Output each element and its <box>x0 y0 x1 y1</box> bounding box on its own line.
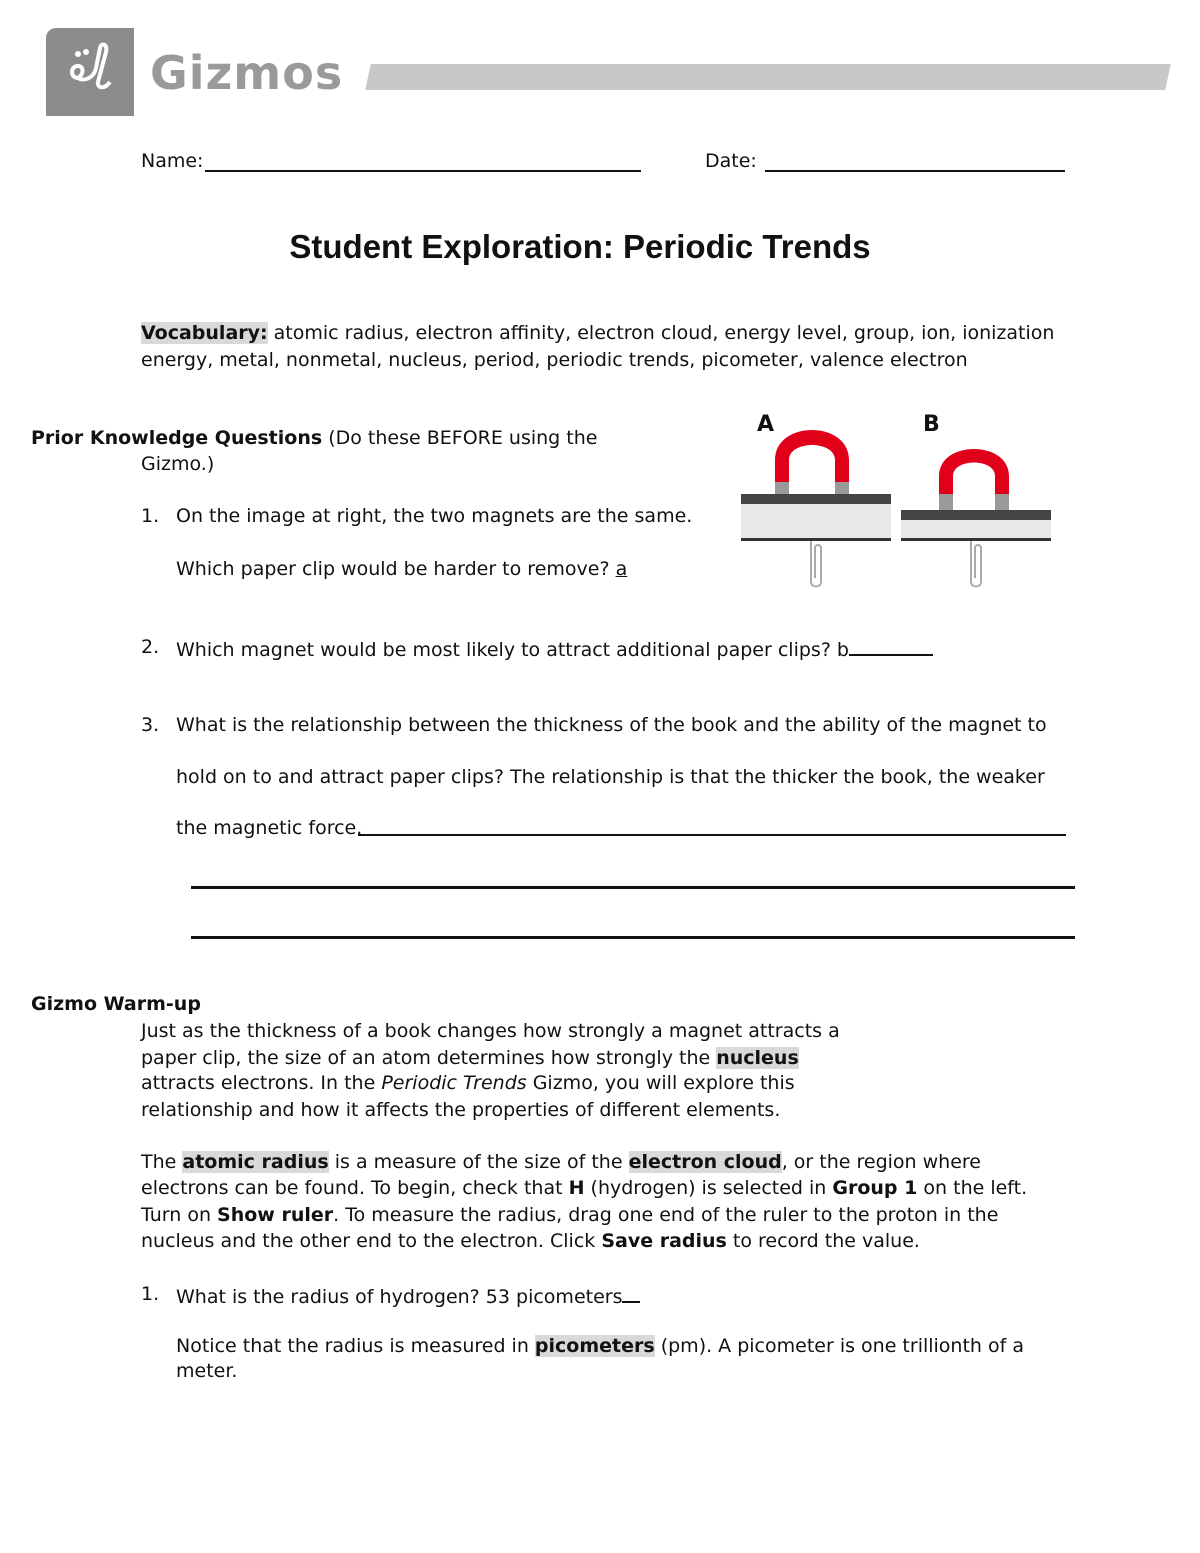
prior-q3-answer-line-3[interactable] <box>191 936 1075 939</box>
magnet-b <box>901 449 1051 587</box>
header-bar <box>365 64 1171 90</box>
name-label: Name: <box>141 150 204 172</box>
warmup-p2-line-1 <box>141 1149 981 1175</box>
term-atomic-radius: atomic radius <box>182 1151 329 1173</box>
prior-q1-number: 1. <box>141 505 160 527</box>
warmup-p1-line-3 <box>141 1070 795 1096</box>
gizmos-logo-text: Gizmos <box>150 46 344 100</box>
warmup-p2-l2-text-a: electrons can be found. To begin, check that <box>141 1177 569 1199</box>
save-radius-term: Save radius <box>601 1230 727 1252</box>
warmup-p2-line-2 <box>141 1175 1027 1201</box>
vocabulary-line-1 <box>141 320 1054 346</box>
prior-q2-text: Which magnet would be most likely to attract additional paper clips? b <box>176 639 849 661</box>
prior-q3-number: 3. <box>141 714 160 736</box>
page-title: Student Exploration: Periodic Trends <box>289 228 871 265</box>
magnet-figure <box>737 410 1057 595</box>
prior-heading-title: Prior Knowledge Questions <box>31 427 323 449</box>
warmup-p2-line-3 <box>141 1202 998 1228</box>
prior-q2-answer-line[interactable] <box>849 634 933 656</box>
prior-q2 <box>176 634 933 663</box>
warmup-p2-l3-text-a: Turn on <box>141 1204 218 1226</box>
warmup-q1-text: What is the radius of hydrogen? 53 picometers <box>176 1286 623 1308</box>
warmup-q1-number: 1. <box>141 1283 160 1305</box>
prior-q2-number: 2. <box>141 636 160 658</box>
warmup-p2-l4-text-a: nucleus and the other end to the electron. Click <box>141 1230 602 1252</box>
warmup-p1-line-3-text: attracts electrons. In the <box>141 1072 382 1094</box>
date-label: Date: <box>705 150 757 172</box>
date-field <box>705 148 757 174</box>
vocabulary-text-1: atomic radius, electron affinity, electron cloud, energy level, group, ion, ionization <box>267 322 1055 344</box>
date-line[interactable] <box>765 170 1065 172</box>
warmup-p2-l3-text-c: . To measure the radius, drag one end of the ruler to the proton in the <box>333 1204 999 1226</box>
warmup-p1-line-1: Just as the thickness of a book changes how strongly a magnet attracts a <box>141 1020 840 1042</box>
warmup-p2-text-c: is a measure of the size of the <box>328 1151 629 1173</box>
term-nucleus: nucleus <box>716 1047 799 1069</box>
prior-q1-question: Which paper clip would be harder to remove? <box>176 558 616 580</box>
warmup-p1-line-2 <box>141 1045 799 1071</box>
warmup-p2-line-4 <box>141 1228 920 1254</box>
gizmos-logo-badge <box>46 28 134 116</box>
gizmo-name: Periodic Trends <box>381 1072 527 1094</box>
prior-q1-text: On the image at right, the two magnets are the same. <box>176 505 693 527</box>
term-electron-cloud: electron cloud <box>628 1151 782 1173</box>
warmup-p1-line-3-rest: Gizmo, you will explore this <box>526 1072 795 1094</box>
element-h: H <box>568 1177 585 1199</box>
prior-heading <box>31 425 597 451</box>
warmup-p2-l4-text-c: to record the value. <box>726 1230 920 1252</box>
group-1: Group 1 <box>832 1177 918 1199</box>
vocabulary-line-2: energy, metal, nonmetal, nucleus, period, periodic trends, picometer, valence electron <box>141 349 968 371</box>
warmup-note-text-c: (pm). A picometer is one trillionth of a <box>654 1335 1025 1357</box>
prior-q3-line-3: the magnetic force. <box>176 817 363 839</box>
prior-heading-line-2: Gizmo.) <box>141 453 215 475</box>
prior-heading-rest: (Do these BEFORE using the <box>322 427 598 449</box>
term-picometers: picometers <box>534 1335 655 1357</box>
name-line[interactable] <box>205 170 641 172</box>
warmup-p2-text-a: The <box>141 1151 183 1173</box>
logo-glyph-icon <box>64 38 116 113</box>
warmup-note-line-1 <box>176 1333 1024 1359</box>
prior-q1-answer[interactable]: a <box>615 558 628 580</box>
vocabulary-label: Vocabulary: <box>141 322 268 344</box>
prior-q3-line-2: hold on to and attract paper clips? The relationship is that the thicker the book, the weaker <box>176 766 1045 788</box>
prior-q3-line-1: What is the relationship between the thickness of the book and the ability of the magnet to <box>176 714 1047 736</box>
warmup-p2-text-e: , or the region where <box>781 1151 981 1173</box>
warmup-p1-line-2-text: paper clip, the size of an atom determines how strongly the <box>141 1047 717 1069</box>
warmup-note-text-a: Notice that the radius is measured in <box>176 1335 535 1357</box>
magnet-a <box>741 430 891 587</box>
warmup-note-line-2: meter. <box>176 1360 238 1382</box>
warmup-p2-l2-text-e: on the left. <box>917 1177 1028 1199</box>
name-field <box>141 148 203 174</box>
warmup-p1-line-4: relationship and how it affects the properties of different elements. <box>141 1099 781 1121</box>
show-ruler-term: Show ruler <box>217 1204 334 1226</box>
figure-label-b: B <box>923 412 940 437</box>
warmup-q1 <box>176 1281 640 1310</box>
prior-q1-sub <box>176 556 627 582</box>
warmup-q1-answer-line[interactable] <box>622 1281 640 1303</box>
prior-q3-answer-line-1[interactable] <box>358 834 1066 836</box>
warmup-p2-l2-text-c: (hydrogen) is selected in <box>584 1177 833 1199</box>
prior-q3-answer-line-2[interactable] <box>191 886 1075 889</box>
figure-label-a: A <box>757 412 775 437</box>
warmup-heading: Gizmo Warm-up <box>31 993 201 1015</box>
